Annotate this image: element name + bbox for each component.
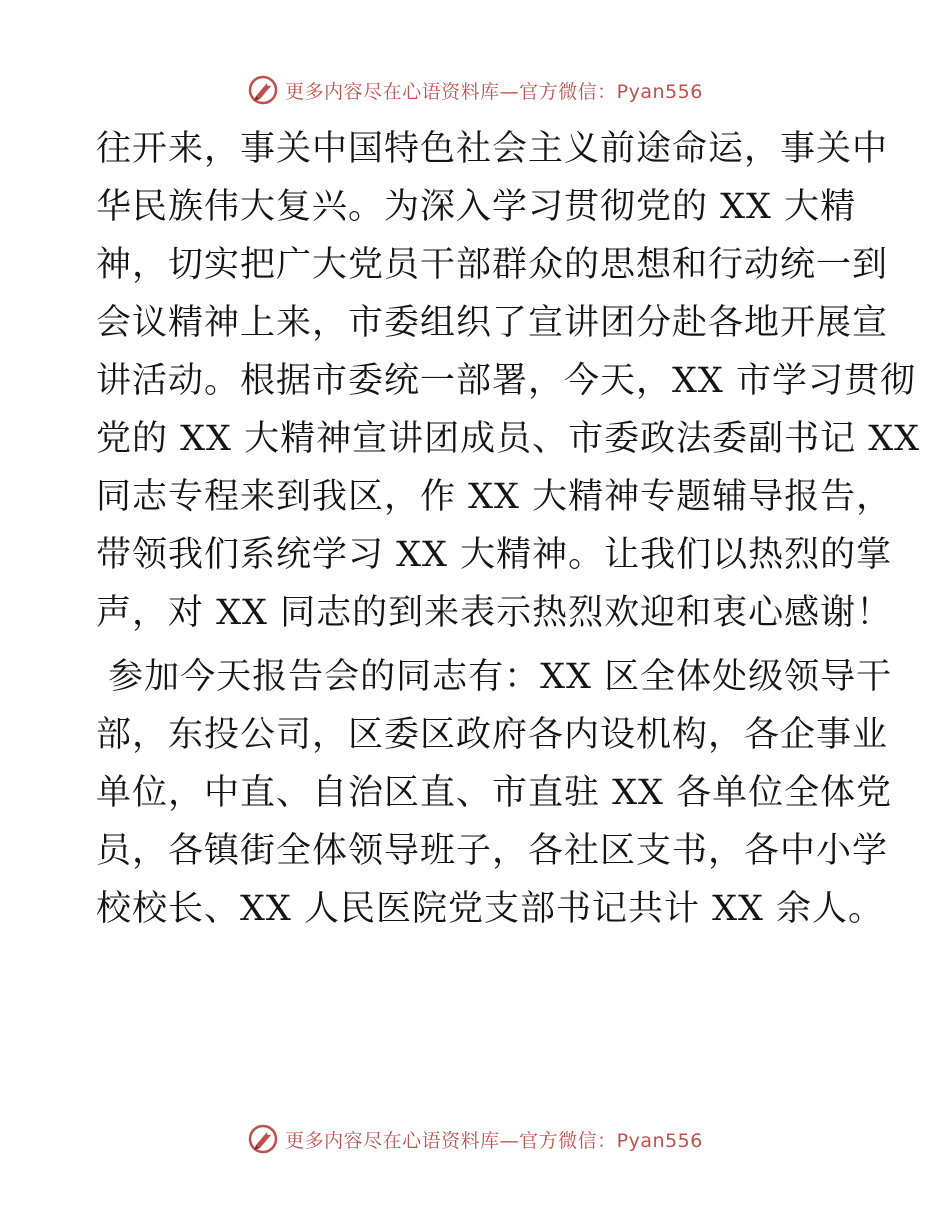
text-line: 同志专程来到我区，作 XX 大精神专题辅导报告，	[96, 477, 893, 517]
text-line: 参加今天报告会的同志有：XX 区全体处级领导干	[96, 657, 893, 697]
text-line: 往开来，事关中国特色社会主义前途命运，事关中	[96, 129, 889, 169]
watermark-text: 更多内容尽在心语资料库—官方微信：Pyan556	[285, 80, 703, 103]
paragraph	[96, 120, 921, 642]
footer-watermark	[0, 1122, 950, 1156]
text-line: 讲活动。根据市委统一部署，今天，XX 市学习贯彻	[96, 361, 916, 401]
paragraph	[96, 648, 893, 938]
pen-logo-icon	[247, 1123, 279, 1155]
text-line: 会议精神上来，市委组织了宣讲团分赴各地开展宣	[96, 303, 889, 343]
watermark-text: 更多内容尽在心语资料库—官方微信：Pyan556	[285, 1129, 703, 1152]
text-line: 校校长、XX 人民医院党支部书记共计 XX 余人。	[96, 889, 885, 929]
document-body	[96, 120, 921, 938]
text-line: 带领我们系统学习 XX 大精神。让我们以热烈的掌	[96, 535, 893, 575]
text-line: 声，对 XX 同志的到来表示热烈欢迎和衷心感谢！	[96, 593, 893, 633]
text-line: 部，东投公司，区委区政府各内设机构，各企事业	[96, 715, 889, 755]
pen-logo-icon	[247, 74, 279, 106]
text-line: 党的 XX 大精神宣讲团成员、市委政法委副书记 XX	[96, 419, 921, 459]
text-line: 神，切实把广大党员干部群众的思想和行动统一到	[96, 245, 889, 285]
text-line: 单位，中直、自治区直、市直驻 XX 各单位全体党	[96, 773, 893, 813]
text-line: 华民族伟大复兴。为深入学习贯彻党的 XX 大精	[96, 187, 857, 227]
text-line: 员，各镇街全体领导班子，各社区支书，各中小学	[96, 831, 889, 871]
header-watermark	[0, 73, 950, 107]
